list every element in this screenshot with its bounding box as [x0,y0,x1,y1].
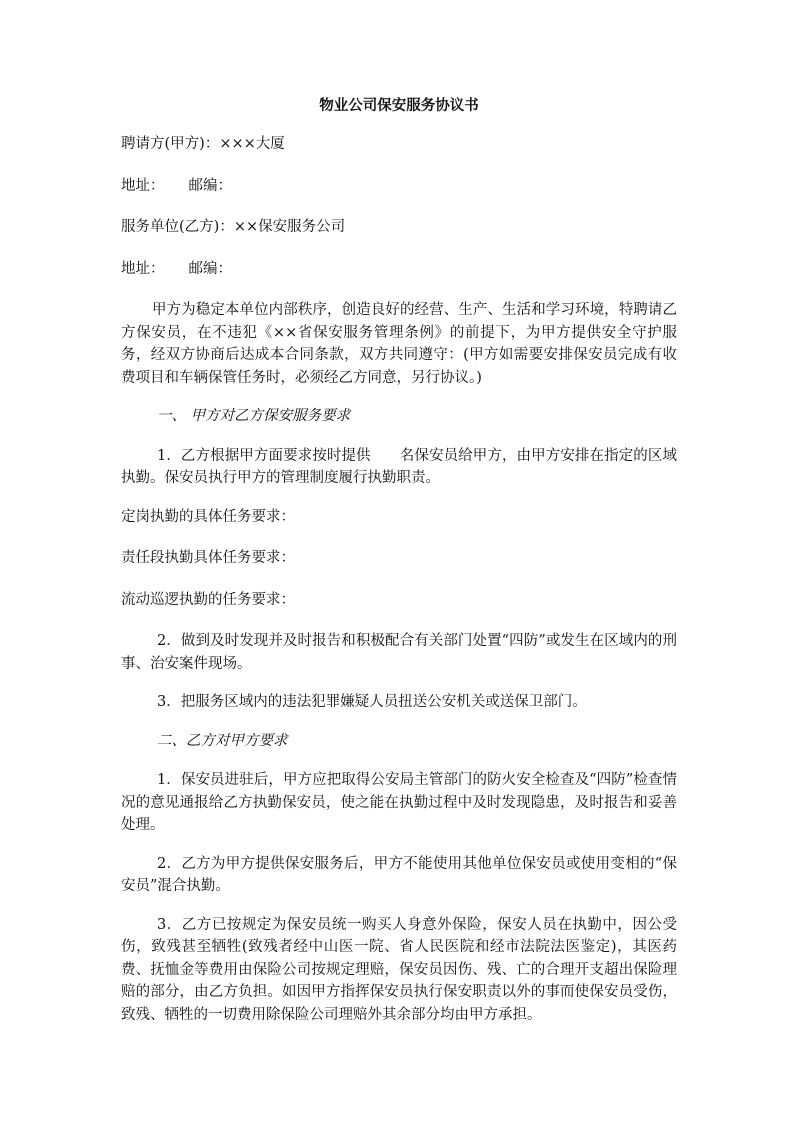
party-b-label: 服务单位(乙方)： [121,219,234,235]
section-1-item-1: 1．乙方根据甲方面要求按时提供 名保安员给甲方，由甲方安排在指定的区域执勤。保安员执行甲方的管理制度履行执勤职责。 [121,447,677,486]
party-a-address-label: 地址： [121,177,165,194]
duty-fixed-post: 定岗执勤的具体任务要求： [121,508,295,525]
party-a-postcode-label: 邮编： [188,177,232,194]
party-a-address-line [121,175,677,198]
duty-responsibility-zone: 责任段执勤具体任务要求： [121,550,295,566]
party-a-label: 聘请方(甲方)： [121,136,220,152]
section-1-heading: 一、 甲方对乙方保安服务要求 [157,408,351,424]
party-b-line [121,216,677,239]
party-a-value: ×××大厦 [219,136,285,152]
duty-mobile-patrol: 流动巡逻执勤的任务要求： [121,591,295,608]
section-2-item-1: 1．保安员进驻后，甲方应把取得公安局主管部门的防火安全检查及“四防”检查情况的意见通报给乙方执勤保安员，使之能在执勤过程中及时发现隐患，及时报告和妥善处理。 [121,772,677,833]
section-1-item-2: 2．做到及时发现并及时报告和积极配合有关部门处置“四防”或发生在区域内的刑事、治安案件现场。 [121,633,677,672]
party-b-address-line [121,258,677,281]
preamble-paragraph: 甲方为稳定本单位内部秩序，创造良好的经营、生产、生活和学习环境，特聘请乙方保安员，在不违犯《××省保安服务管理条例》的前提下，为甲方提供安全守护服务，经双方协商后达成本合同条款，双方共同遵守：(甲方如需要安排保安员完成有收费项目和车辆保管任务时，必须经乙方同意，另行协议。) [121,302,677,386]
document-title: 物业公司保安服务协议书 [319,97,479,114]
party-b-postcode-label: 邮编： [188,260,232,277]
section-1-item-3: 3．把服务区域内的违法犯罪嫌疑人员扭送公安机关或送保卫部门。 [157,694,587,710]
party-b-value: ××保安服务公司 [233,219,346,235]
party-b-address-label: 地址： [121,260,165,277]
section-2-heading: 二、乙方对甲方要求 [157,732,288,749]
document-page [121,96,677,1042]
party-a-line [121,133,677,156]
section-2-item-3: 3．乙方已按规定为保安员统一购买人身意外保险，保安人员在执勤中，因公受伤，致残甚至牺牲(致残者经中山医一院、省人民医院和经市法院法医鉴定)，其医药费、抚恤金等费用由保险公司按规定理赔，保安员因伤、残、亡的合理开支超出保险理赔的部分，由乙方负担。如因甲方指挥保安员执行保安职责以外的事而使保安员受伤，致残、牺牲的一切费用除保险公司理赔外其余部分均由甲方承担。 [121,916,677,1023]
section-2-item-2: 2．乙方为甲方提供保安服务后，甲方不能使用其他单位保安员或使用变相的“保安员”混合执勤。 [121,855,677,894]
